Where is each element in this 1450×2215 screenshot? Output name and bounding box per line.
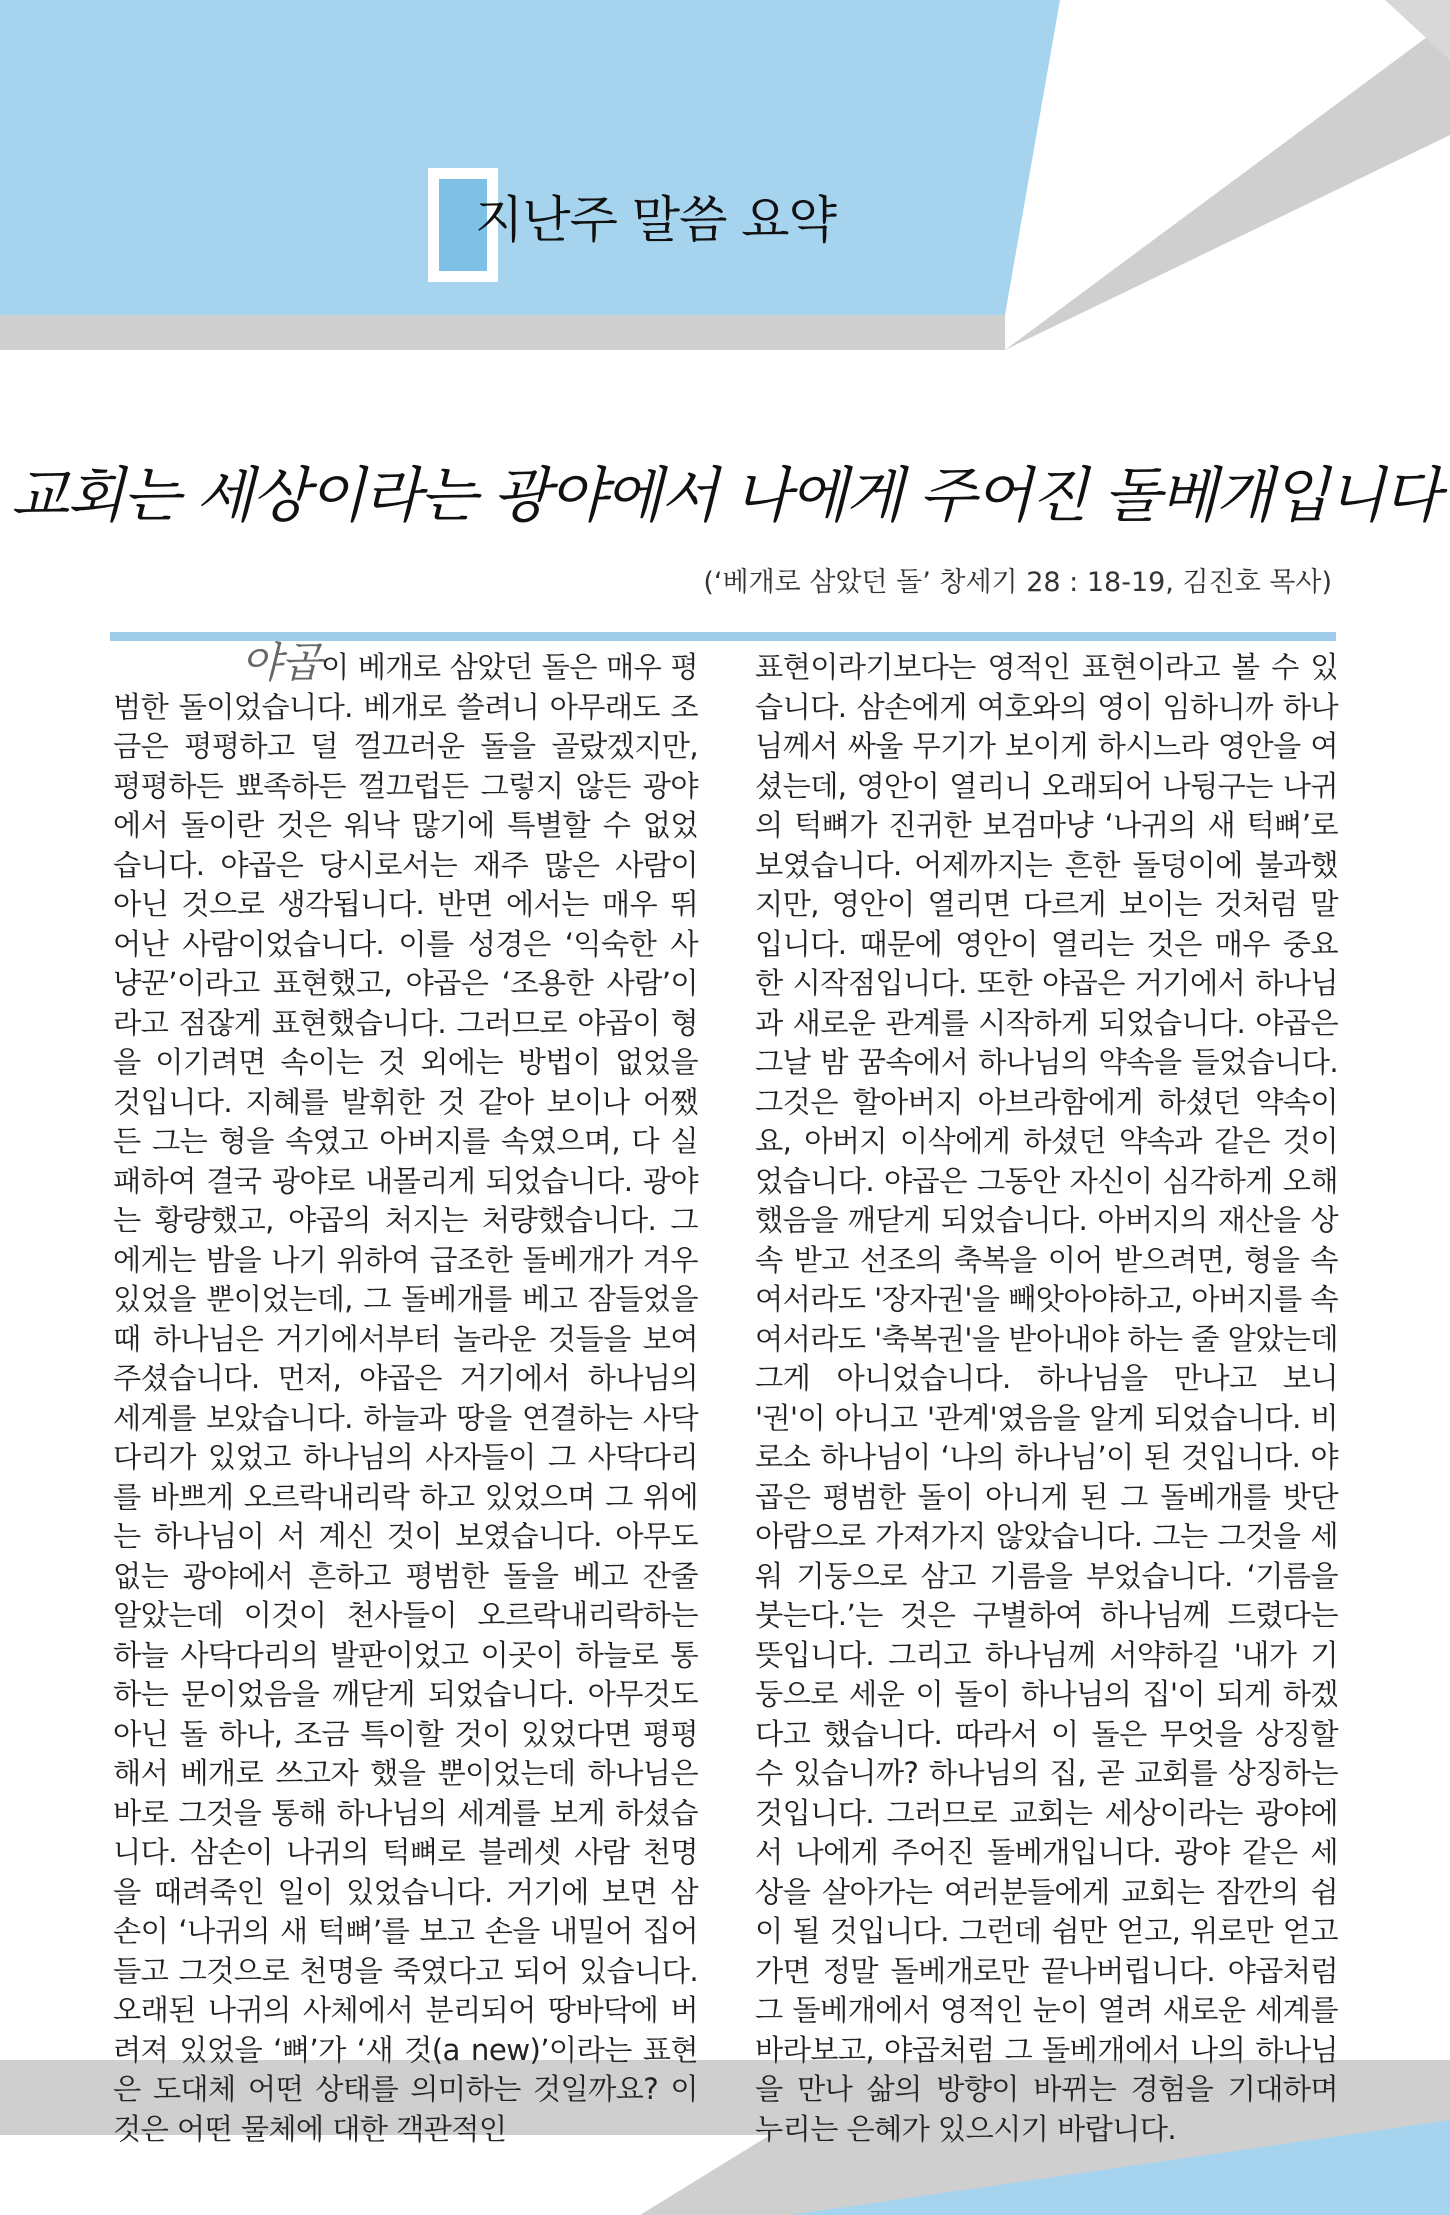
article-right-text: 표현이라기보다는 영적인 표현이라고 볼 수 있습니다. 삼손에게 여호와의 영이 임하니까 하나님께서 싸울 무기가 보이게 하시느라 영안을 여셨는데, 영안이 열리니 오래되어 나뒹구는 나귀의 턱뼈가 진귀한 보검마냥 ‘나귀의 새 턱뼈’로 보였습니다. 어제까지는 흔한 돌덩이에 불과했지만, 영안이 열리면 다르게 보이는 것처럼 말입니다. 때문에 영안이 열리는 것은 매우 중요한 시작점입니다. 또한 야곱은 거기에서 하나님과 새로운 관계를 시작하게 되었습니다. 야곱은 그날 밤 꿈속에서 하나님의 약속을 들었습니다. 그것은 할아버지 아브라함에게 하셨던 약속이요, 아버지 이삭에게 하셨던 약속과 같은 것이었습니다. 야곱은 그동안 자신이 심각하게 오해했음을 깨닫게 되었습니다. 아버지의 재산을 상속 받고 선조의 축복을 이어 받으려면, 형을 속여서라도 '장자권'을 빼앗아야하고, 아버지를 속여서라도 '축복권'을 받아내야 하는 줄 알았는데 그게 아니었습니다. 하나님을 만나고 보니 '권'이 아니고 '관계'였음을 알게 되었습니다. 비로소 하나님이 ‘나의 하나님’이 된 것입니다. 야곱은 평범한 돌이 아니게 된 그 돌베개를 밧단아람으로 가져가지 않았습니다. 그는 그것을 세워 기둥으로 삼고 기름을 부었습니다. ‘기름을 붓는다.’는 것은 구별하여 하나님께 드렸다는 뜻입니다. 그리고 하나님께 서약하길 '내가 기둥으로 세운 이 돌이 하나님의 집'이 되게 하겠다고 했습니다. 따라서 이 돌은 무엇을 상징할 수 있습니까? 하나님의 집, 곧 교회를 상징하는 것입니다. 그러므로 교회는 세상이라는 광야에서 나에게 주어진 돌베개입니다. 광야 같은 세상을 살아가는 여러분들에게 교회는 잠깐의 쉼이 될 것입니다. 그런데 쉼만 얻고, 위로만 얻고 가면 정말 돌베개로만 끝나버립니다. 야곱처럼 그 돌베개에서 영적인 눈이 열려 새로운 세계를 바라보고, 야곱처럼 그 돌베개에서 나의 하나님을 만나 삶의 방향이 바뀌는 경험을 기대하며 누리는 은혜가 있으시기 바랍니다. (755, 650, 1338, 2146)
article-column-left (113, 638, 698, 2149)
article-left-text: 이 베개로 삼았던 돌은 매우 평범한 돌이었습니다. 베개로 쓸려니 아무래도 조금은 평평하고 덜 껄끄러운 돌을 골랐겠지만, 평평하든 뾰족하든 껄끄럽든 그렇지 않든 광야에서 돌이란 것은 워낙 많기에 특별할 수 없었습니다. 야곱은 당시로서는 재주 많은 사람이 아닌 것으로 생각됩니다. 반면 에서는 매우 뛰어난 사람이었습니다. 이를 성경은 ‘익숙한 사냥꾼’이라고 표현했고, 야곱은 ‘조용한 사람’이라고 점잖게 표현했습니다. 그러므로 야곱이 형을 이기려면 속이는 것 외에는 방법이 없었을 것입니다. 지혜를 발휘한 것 같아 보이나 어쨌든 그는 형을 속였고 아버지를 속였으며, 다 실패하여 결국 광야로 내몰리게 되었습니다. 광야는 황량했고, 야곱의 처지는 처량했습니다. 그에게는 밤을 나기 위하여 급조한 돌베개가 겨우 있었을 뿐이었는데, 그 돌베개를 베고 잠들었을 때 하나님은 거기에서부터 놀라운 것들을 보여주셨습니다. 먼저, 야곱은 거기에서 하나님의 세계를 보았습니다. 하늘과 땅을 연결하는 사닥다리가 있었고 하나님의 사자들이 그 사닥다리를 바쁘게 오르락내리락 하고 있었으며 그 위에는 하나님이 서 계신 것이 보였습니다. 아무도 없는 광야에서 흔하고 평범한 돌을 베고 잔줄 알았는데 이것이 천사들이 오르락내리락하는 하늘 사닥다리의 발판이었고 이곳이 하늘로 통하는 문이었음을 깨닫게 되었습니다. 아무것도 아닌 돌 하나, 조금 특이할 것이 있었다면 평평해서 베개로 쓰고자 했을 뿐이었는데 하나님은 바로 그것을 통해 하나님의 세계를 보게 하셨습니다. 삼손이 나귀의 턱뼈로 블레셋 사람 천명을 때려죽인 일이 있었습니다. 거기에 보면 삼손이 ‘나귀의 새 턱뼈’를 보고 손을 내밀어 집어 들고 그것으로 천명을 죽였다고 되어 있습니다. 오래된 나귀의 사체에서 분리되어 땅바닥에 버려져 있었을 ‘뼈’가 ‘새 것(a new)’이라는 표현은 도대체 어떤 상태를 의미하는 것일까요? 이것은 어떤 물체에 대한 객관적인 (113, 650, 698, 2146)
header-blue-band (0, 0, 1060, 315)
header-white-wedge (1005, 0, 1450, 350)
dropcap: 야곱 (241, 638, 321, 687)
sermon-title: 교회는 세상이라는 광야에서 나에게 주어진 돌베개입니다 (10, 461, 1440, 531)
article-column-right (755, 648, 1338, 2149)
sermon-reference: (‘베개로 삼았던 돌’ 창세기 28 : 18-19, 김진호 목사) (703, 567, 1332, 598)
section-title: 지난주 말씀 요약 (475, 191, 836, 249)
